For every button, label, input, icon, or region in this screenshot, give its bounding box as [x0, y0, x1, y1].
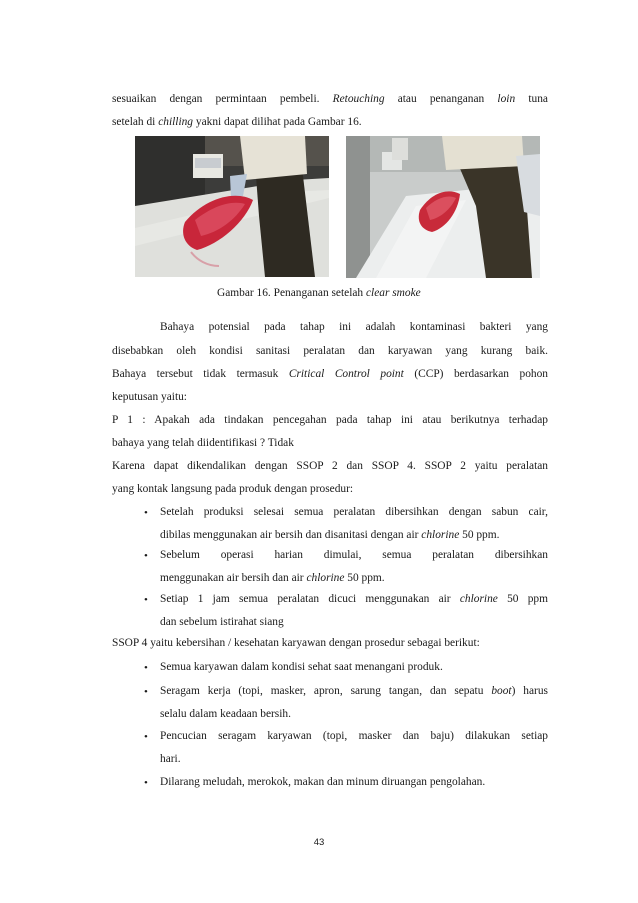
ssop2-line: Karena dapat dikendalikan dengan SSOP 2 dan SSOP 4. SSOP 2 yaitu peralatan: [112, 460, 548, 472]
bullet-icon: •: [144, 594, 148, 606]
ssop2-line: yang kontak langsung pada produk dengan prosedur:: [112, 483, 354, 495]
list-item: menggunakan air bersih dan air chlorine 50 ppm.: [160, 572, 385, 584]
list-item: selalu dalam keadaan bersih.: [160, 708, 291, 720]
list-item: dibilas menggunakan air bersih dan disanitasi dengan air chlorine 50 ppm.: [160, 529, 500, 541]
bullet-icon: •: [144, 686, 148, 698]
paragraph-line: Bahaya potensial pada tahap ini adalah kontaminasi bakteri yang: [160, 321, 548, 333]
list-item: dan sebelum istirahat siang: [160, 616, 284, 628]
figure-caption: Gambar 16. Penanganan setelah clear smoke: [217, 287, 421, 299]
page-number: 43: [313, 837, 325, 848]
intro-line-2: setelah di chilling yakni dapat dilihat pada Gambar 16.: [112, 116, 362, 128]
ssop4-line: SSOP 4 yaitu kebersihan / kesehatan karyawan dengan prosedur sebagai berikut:: [112, 637, 480, 649]
paragraph-line: Bahaya tersebut tidak termasuk Critical Control point (CCP) berdasarkan pohon: [112, 368, 548, 380]
list-item: Setiap 1 jam semua peralatan dicuci menggunakan air chlorine 50 ppm: [160, 593, 548, 605]
list-item: Sebelum operasi harian dimulai, semua peralatan dibersihkan: [160, 549, 548, 561]
photo-tuna-loin-handling-1: [135, 136, 329, 277]
question-line: P 1 : Apakah ada tindakan pencegahan pada tahap ini atau berikutnya terhadap: [112, 414, 548, 426]
intro-line-1: sesuaikan dengan permintaan pembeli. Retouching atau penanganan loin tuna: [112, 93, 548, 105]
list-item: Setelah produksi selesai semua peralatan dibersihkan dengan sabun cair,: [160, 506, 548, 518]
bullet-icon: •: [144, 777, 148, 789]
list-item: Seragam kerja (topi, masker, apron, sarung tangan, dan sepatu boot) harus: [160, 685, 548, 697]
list-item: hari.: [160, 753, 181, 765]
question-line: bahaya yang telah diidentifikasi ? Tidak: [112, 437, 294, 449]
list-item: Pencucian seragam karyawan (topi, masker dan baju) dilakukan setiap: [160, 730, 548, 742]
bullet-icon: •: [144, 662, 148, 674]
paragraph-line: keputusan yaitu:: [112, 391, 187, 403]
bullet-icon: •: [144, 731, 148, 743]
photo-tuna-loin-handling-2: [346, 136, 540, 278]
bullet-icon: •: [144, 550, 148, 562]
list-item: Semua karyawan dalam kondisi sehat saat menangani produk.: [160, 661, 443, 673]
paragraph-line: disebabkan oleh kondisi sanitasi peralatan dan karyawan yang kurang baik.: [112, 345, 548, 357]
list-item: Dilarang meludah, merokok, makan dan minum diruangan pengolahan.: [160, 776, 486, 788]
bullet-icon: •: [144, 507, 148, 519]
